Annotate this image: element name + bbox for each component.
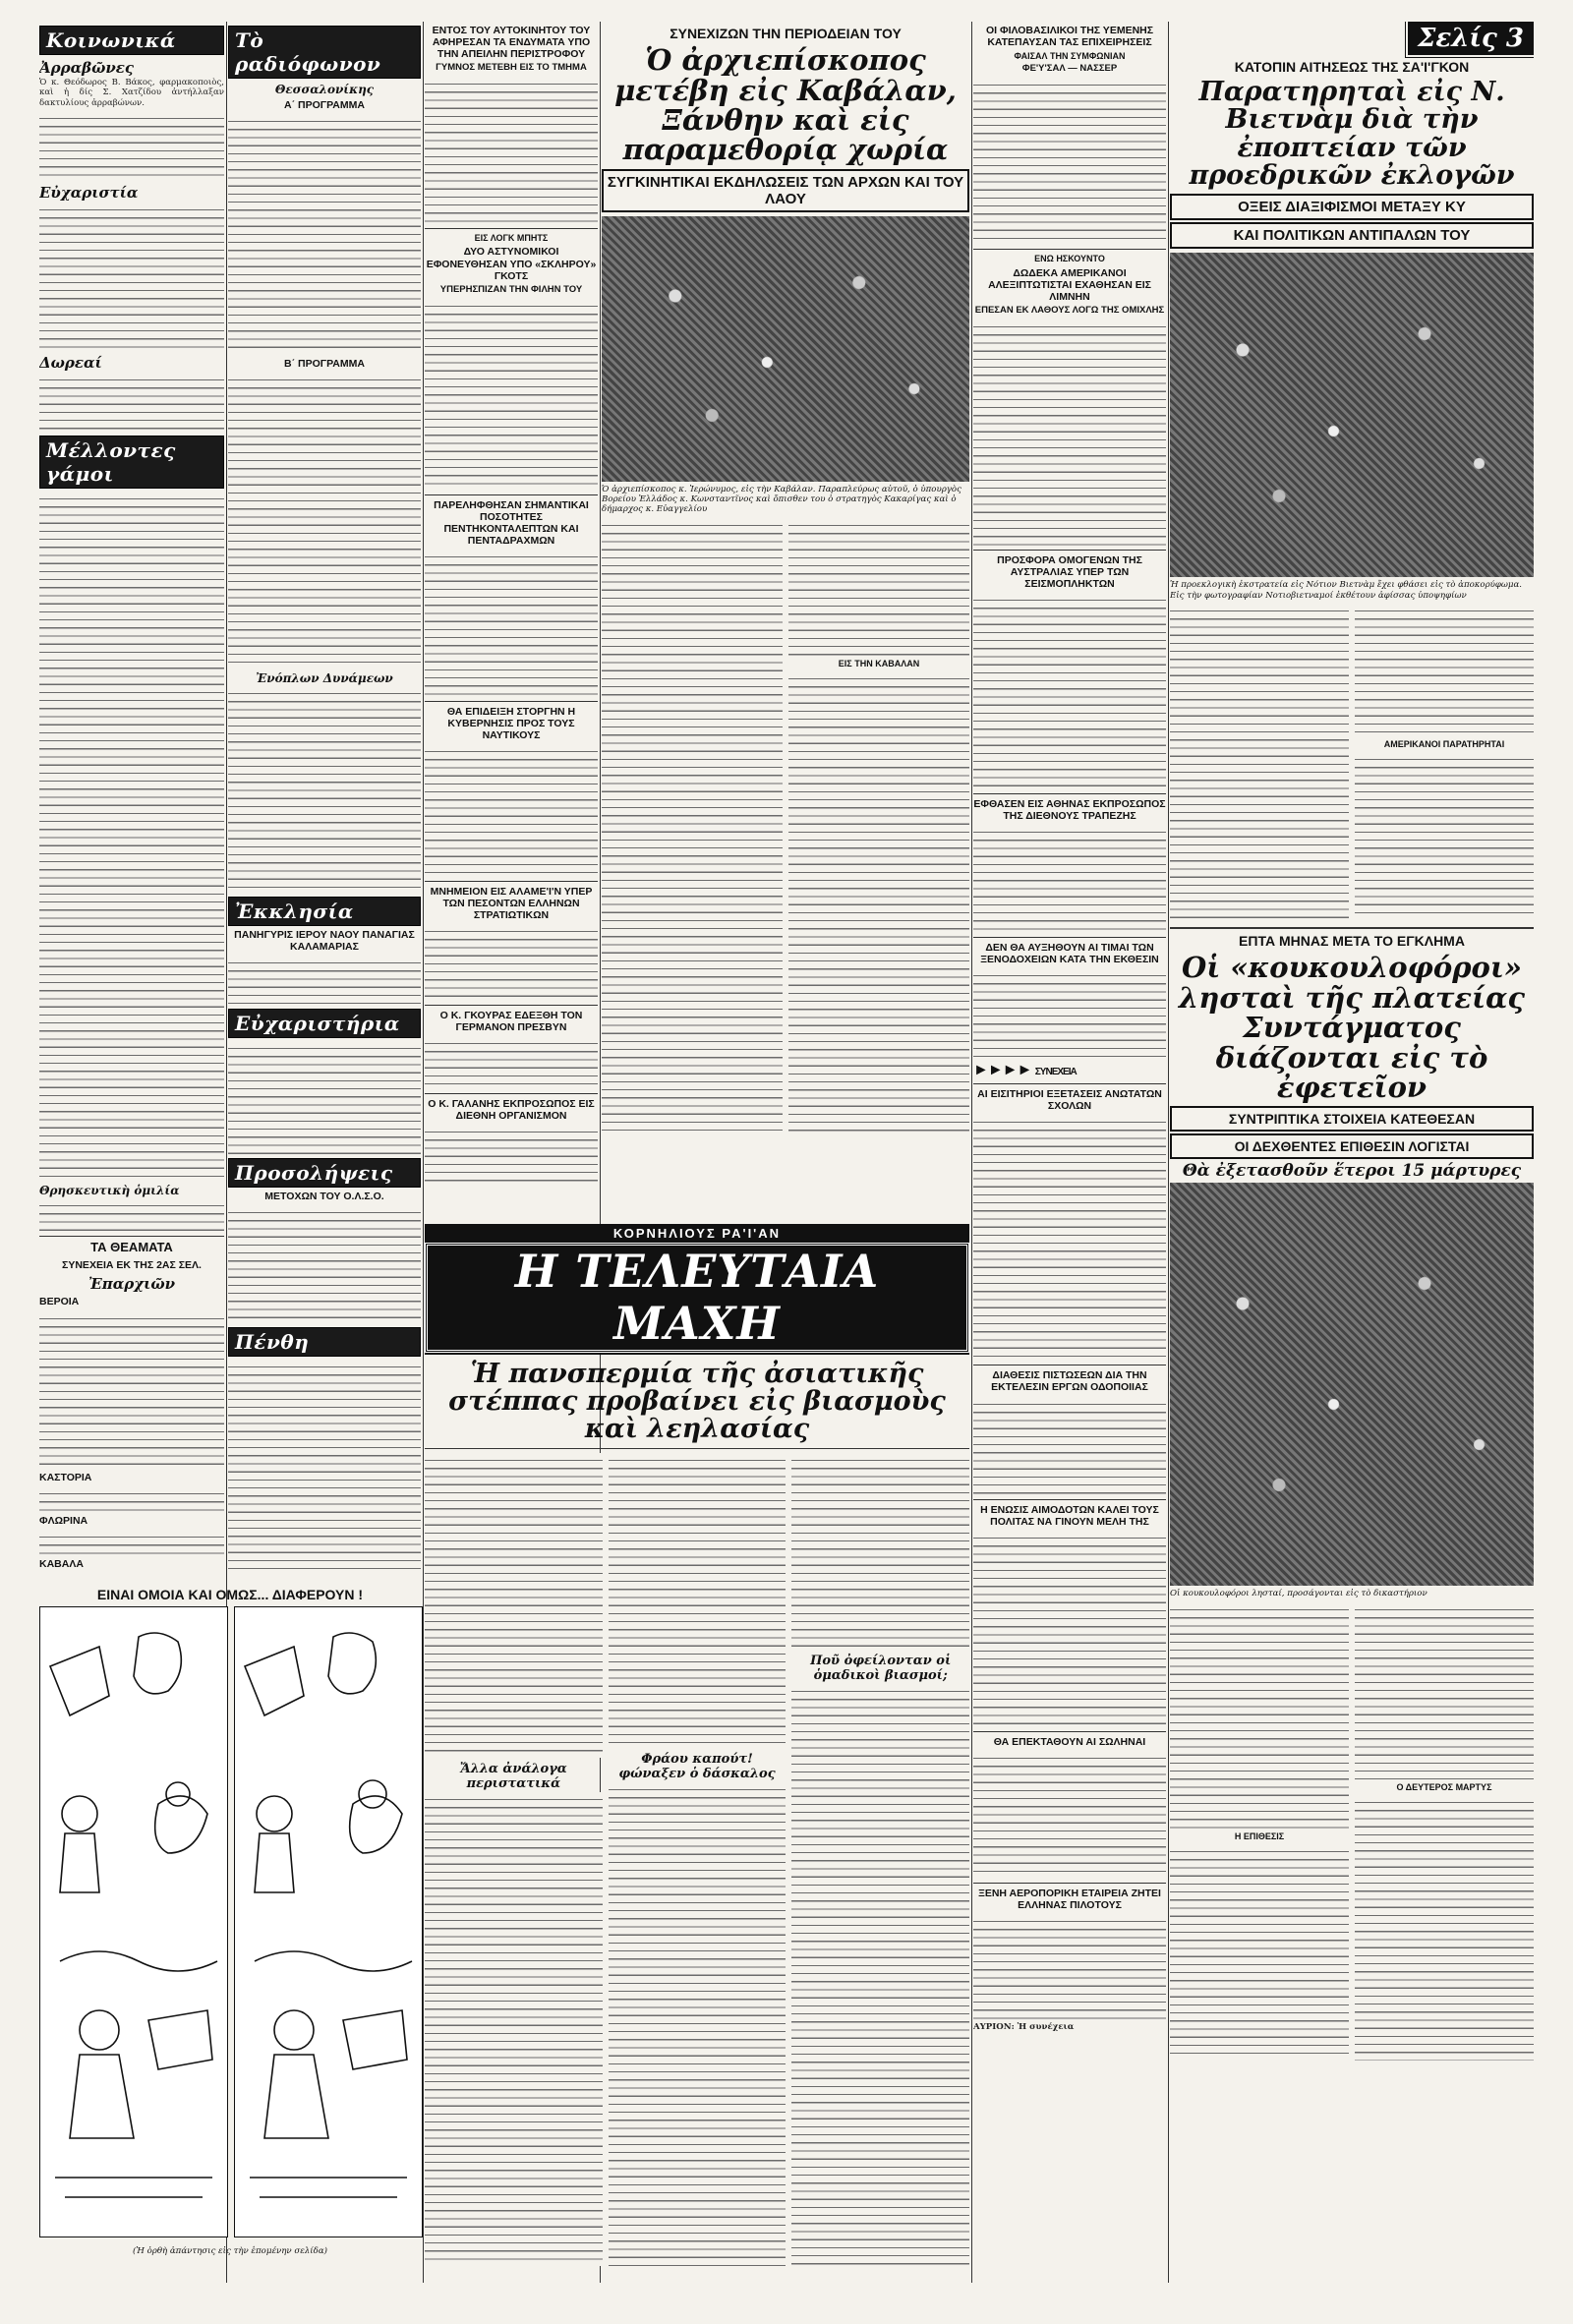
article-sub: ΦΕ'Υ'ΣΑΛ — ΝΑΣΣΕΡ <box>1021 63 1118 75</box>
text-block <box>973 1914 1166 2022</box>
cartoon-panel <box>39 1583 421 2271</box>
cartoon-frame-left <box>39 1606 228 2237</box>
continue-arrows: ►►►► ΣΥΝΕΧΕΙΑ <box>973 1062 1077 1079</box>
column-rule <box>1168 22 1169 2283</box>
text-block <box>228 686 421 893</box>
article-title: ΔΕΝ ΘΑ ΑΥΞΗΘΟΥΝ ΑΙ ΤΙΜΑΙ ΤΩΝ ΞΕΝΟΔΟΧΕΙΩΝ ΚΑΤΑ ΤΗΝ ΕΚΘΕΣΙΝ <box>980 942 1159 966</box>
archbishop-story <box>602 22 969 1211</box>
text-block <box>228 1360 421 1575</box>
article-title: ΔΩΔΕΚΑ ΑΜΕΡΙΚΑΝΟΙ ΑΛΕΞΙΠΤΩΤΙΣΤΑΙ ΕΧΑΘΗΣΑΝ ΕΙΣ ΛΙΜΝΗΝ <box>988 266 1151 303</box>
social-column <box>39 22 224 1575</box>
column-rule <box>423 22 424 2283</box>
article-title: ΕΦΘΑΣΕΝ ΕΙΣ ΑΘΗΝΑΣ ΕΚΠΡΟΣΩΠΟΣ ΤΗΣ ΔΙΕΘΝΟΥΣ ΤΡΑΠΕΖΗΣ <box>973 798 1166 823</box>
serial-title: Η ΤΕΛΕΥΤΑΙΑ ΜΑΧΗ <box>425 1243 969 1353</box>
text-block <box>228 956 421 1005</box>
procession-photo <box>602 216 969 482</box>
text-block <box>228 114 421 355</box>
story-deck: ΚΑΙ ΠΟΛΙΤΙΚΩΝ ΑΝΤΙΠΑΛΩΝ ΤΟΥ <box>1170 222 1534 249</box>
text-block <box>425 299 598 491</box>
mourning-header: Πένθη <box>228 1327 421 1357</box>
article-title: Ο Κ. ΓΑΛΑΝΗΣ ΕΚΠΡΟΣΩΠΟΣ ΕΙΣ ΔΙΕΘΝΗ ΟΡΓΑΝΙΣΜΟΝ <box>428 1098 595 1123</box>
text-block <box>973 320 1166 546</box>
text-block <box>39 1311 224 1469</box>
news-column-5 <box>973 22 1166 2263</box>
article-sub: ΓΥΜΝΟΣ ΜΕΤΕΒΗ ΕΙΣ ΤΟ ΤΜΗΜΑ <box>436 62 587 74</box>
text-block <box>1355 752 1534 919</box>
text-block <box>791 1453 969 1650</box>
column-rule <box>971 22 972 2283</box>
photo-caption: Ἡ προεκλογικὴ ἐκστρατεία εἰς Νότιον Βιετνὰμ ἔχει φθάσει εἰς τὸ ἀποκορύφωμα. Εἰς τὴν φωτογραφίαν Νοτιοβιετναμοί ἐκθέτουν ἀφίσσας ὑποψηφίων <box>1170 580 1523 601</box>
text-block <box>973 1397 1166 1495</box>
crime-deck: ΟΙ ΔΕΧΘΕΝΤΕΣ ΕΠΙΘΕΣΙΝ ΛΟΓΙΣΤΑΙ <box>1170 1133 1534 1159</box>
serial-story <box>425 1224 969 2266</box>
serial-headline: Ἡ πανσπερμία τῆς ἀσιατικῆς στέππας προβαίνει εἰς βιασμοὺς καὶ λεηλασίας <box>448 1358 946 1445</box>
text-block <box>228 373 421 668</box>
text-block <box>39 1573 224 1575</box>
vietnam-photo <box>1170 253 1534 577</box>
article-kicker: ΦΑΙΣΑΛ ΤΗΝ ΣΥΜΦΩΝΙΑΝ <box>1014 51 1126 62</box>
court-photo <box>1170 1183 1534 1586</box>
text-block <box>609 1453 786 1748</box>
article-sub: ΕΠΕΣΑΝ ΕΚ ΛΑΘΟΥΣ ΛΟΓΩ ΤΗΣ ΟΜΙΧΛΗΣ <box>974 304 1165 316</box>
article-title: Η ΕΝΩΣΙΣ ΑΙΜΟΔΟΤΩΝ ΚΑΛΕΙ ΤΟΥΣ ΠΟΛΙΤΑΣ ΝΑ ΓΙΝΟΥΝ ΜΕΛΗ ΤΗΣ <box>980 1503 1159 1528</box>
text-block <box>788 518 969 656</box>
text-block <box>602 518 783 1137</box>
serial-subhead: Φράου καπούτ! φώναξεν ὁ δάσκαλος <box>618 1751 776 1781</box>
story-headline: Παρατηρηταὶ εἰς Ν. Βιετνὰμ διὰ τὴν ἐποπτείαν τῶν προεδρικῶν ἐκλογῶν <box>1189 77 1515 192</box>
text-block <box>1355 604 1534 736</box>
text-block <box>39 373 224 432</box>
church-header: Ἐκκλησία <box>228 897 421 926</box>
town-label: ΚΑΒΑΛΑ <box>39 1557 84 1570</box>
serial-kicker: ΚΟΡΝΗΛΙΟΥΣ ΡΑ'Ι'ΑΝ <box>425 1224 969 1243</box>
page-number: 3 <box>1505 24 1524 53</box>
text-block <box>1355 1602 1534 1779</box>
article-title: Ο Κ. ΓΚΟΥΡΑΣ ΕΔΕΞΘΗ ΤΟΝ ΓΕΡΜΑΝΟΝ ΠΡΕΣΒΥΝ <box>439 1010 583 1034</box>
program-b-title: Β΄ ΠΡΟΓΡΑΜΜΑ <box>284 358 365 371</box>
photo-caption: Ὁ ἀρχιεπίσκοπος κ. Ἱερώνυμος, εἰς τὴν Καβάλαν. Παραπλεύρως αὐτοῦ, ὁ ὑπουργὸς Βορείου Ἑλλάδος κ. Κωνσταντῖνος καὶ ὄπισθεν του ὁ στρατηγὸς Κακαρίγας καὶ ὁ δήμαρχος κ. Εὐαγγελίου <box>602 484 961 515</box>
text-block <box>973 78 1166 245</box>
radio-header: Τὸ ραδιόφωνον <box>228 26 421 79</box>
text-block <box>228 1041 421 1154</box>
article-sub: Η ΕΠΙΘΕΣΙΣ <box>1234 1830 1285 1841</box>
weddings-header: Μέλλοντες γάμοι <box>39 436 224 489</box>
article-title: ΟΙ ΦΙΛΟΒΑΣΙΛΙΚΟΙ ΤΗΣ ΥΕΜΕΝΗΣ ΚΑΤΕΠΑΥΣΑΝ ΤΑΣ ΕΠΙΧΕΙΡΗΣΕΙΣ <box>985 25 1154 49</box>
text-block <box>425 1125 598 1184</box>
article-sub: Ο ΔΕΥΤΕΡΟΣ ΜΑΡΤΥΣ <box>1396 1781 1492 1792</box>
ceremony-title: Θρησκευτικὴ ὁμιλία <box>39 1184 180 1198</box>
town-label: ΦΛΩΡΙΝΑ <box>39 1514 88 1527</box>
text-block <box>39 203 224 350</box>
crime-headline: Οἱ «κουκουλοφόροι» λησταὶ τῆς πλατείας Συντάγματος διάζονται εἰς τὸ ἐφετεῖον <box>1178 951 1526 1104</box>
story-kicker: ΣΥΝΕΧΙΖΩΝ ΤΗΝ ΠΕΡΙΟΔΕΙΑΝ ΤΟΥ <box>670 26 902 41</box>
engagements-lead: Ὁ κ. Θεόδωρος Β. Βάκος, φαρμακοποιὸς, καὶ ἡ δίς Σ. Χατζίδου ἀντήλλαξαν δακτυλίους ἀρραβώνων. <box>39 78 224 108</box>
text-block <box>228 1205 421 1323</box>
town-label: ΚΑΣΤΟΡΙΑ <box>39 1471 92 1483</box>
article-title: ΞΕΝΗ ΑΕΡΟΠΟΡΙΚΗ ΕΤΑΙΡΕΙΑ ΖΗΤΕΙ ΕΛΛΗΝΑΣ ΠΙΛΟΤΟΥΣ <box>978 1887 1161 1911</box>
article-sub: ΥΠΕΡΗΣΠΙΖΑΝ ΤΗΝ ΦΙΛΗΝ ΤΟΥ <box>439 283 583 295</box>
continue-label: ΣΥΝΕΧΕΙΑ <box>1034 1067 1077 1078</box>
page-number-box <box>1170 22 1534 55</box>
text-block <box>425 550 598 697</box>
tomorrow-note: ΑΥΡΙΟΝ: Ἡ συνέχεια <box>973 2021 1075 2032</box>
text-block <box>1170 1602 1349 1829</box>
text-block <box>39 1198 224 1232</box>
social-header: Κοινωνικά <box>39 26 224 55</box>
radio-column <box>228 22 421 1575</box>
text-block <box>973 1531 1166 1727</box>
engagements-title: Ἀρραβῶνες <box>39 59 135 77</box>
cartoon-footer: (Ἡ ὀρθὴ ἀπάντησις εἰς τὴν ἑπομένην σελίδα) <box>132 2246 328 2256</box>
program-a-title: Α΄ ΠΡΟΓΡΑΜΜΑ <box>284 99 365 111</box>
text-block <box>39 1486 224 1512</box>
crime-deck: Θὰ ἐξετασθοῦν ἕτεροι 15 μάρτυρες <box>1182 1161 1522 1182</box>
story-kicker: ΚΑΤΟΠΙΝ ΑΙΤΗΣΕΩΣ ΤΗΣ ΣΑ'Ι'ΓΚΟΝ <box>1234 59 1470 75</box>
serial-subhead: Ἄλλα ἀνάλογα περιστατικά <box>459 1761 567 1791</box>
text-block <box>39 111 224 180</box>
church-sub: ΠΑΝΗΓΥΡΙΣ ΙΕΡΟΥ ΝΑΟΥ ΠΑΝΑΓΙΑΣ ΚΑΛΑΜΑΡΙΑΣ <box>234 929 415 954</box>
article-title: ΔΥΟ ΑΣΤΥΝΟΜΙΚΟΙ ΕΦΟΝΕΥΘΗΣΑΝ ΥΠΟ «ΣΚΛΗΡΟΥ» ΓΚΟΤΣ <box>426 246 597 282</box>
news-column-3 <box>425 22 598 1241</box>
crime-kicker: ΕΠΤΑ ΜΗΝΑΣ ΜΕΤΑ ΤΟ ΕΓΚΛΗΜΑ <box>1239 933 1465 950</box>
article-kicker: ΕΝΩ ΗΣΚΟΥΝΤΟ <box>1034 254 1105 264</box>
article-sub: ΑΜΕΡΙΚΑΝΟΙ ΠΑΡΑΤΗΡΗΤΑΙ <box>1383 739 1505 750</box>
theatres-sub: ΣΥΝΕΧΕΙΑ ΕΚ ΤΗΣ 2ΑΣ ΣΕΛ. <box>62 1259 202 1272</box>
article-title: ΠΡΟΣΦΟΡΑ ΟΜΟΓΕΝΩΝ ΤΗΣ ΑΥΣΤΡΑΛΙΑΣ ΥΠΕΡ ΤΩΝ ΣΕΙΣΜΟΠΛΗΚΤΩΝ <box>997 553 1142 590</box>
notices-sub: ΜΕΤΟΧΩΝ ΤΟΥ Ο.Λ.Σ.Ο. <box>264 1191 384 1203</box>
text-block <box>425 744 598 877</box>
cartoon-title: ΕΙΝΑΙ ΟΜΟΙΑ ΚΑΙ ΟΜΩΣ... ΔΙΑΦΕΡΟΥΝ ! <box>96 1587 364 1602</box>
article-title: ΕΝΤΟΣ ΤΟΥ ΑΥΤΟΚΙΝΗΤΟΥ ΤΟΥ ΑΦΗΡΕΣΑΝ ΤΑ ΕΝΔΥΜΑΤΑ ΥΠΟ ΤΗΝ ΑΠΕΙΛΗΝ ΠΕΡΙΣΤΡΟΦΟΥ <box>432 25 591 61</box>
text-block <box>788 671 969 1133</box>
article-title: ΑΙ ΕΙΣΙΤΗΡΙΟΙ ΕΞΕΤΑΣΕΙΣ ΑΝΩΤΑΤΩΝ ΣΧΟΛΩΝ <box>977 1088 1162 1113</box>
births-title: Εὐχαριστία <box>39 184 139 203</box>
text-block <box>973 968 1166 1062</box>
theatres-title: ΤΑ ΘΕΑΜΑΤΑ <box>90 1240 173 1255</box>
text-block <box>973 825 1166 933</box>
text-block <box>791 1684 969 2266</box>
story-deck: ΟΞΕΙΣ ΔΙΑΞΙΦΙΣΜΟΙ ΜΕΤΑΞΥ ΚΥ <box>1170 194 1534 220</box>
text-block <box>425 77 598 224</box>
text-block <box>425 1453 603 1758</box>
town-label: ΒΕΡΟΙΑ <box>39 1296 80 1308</box>
vietnam-story <box>1170 22 1534 2273</box>
story-headline: Ὁ ἀρχιεπίσκοπος μετέβη εἰς Καβάλαν, Ξάνθην καὶ εἰς παραμεθορίᾳ χωρία <box>614 43 957 167</box>
article-kicker: ΕΙΣ ΛΟΓΚ ΜΠΗΤΣ <box>474 233 549 244</box>
article-title: ΘΑ ΕΠΙΔΕΙΞΗ ΣΤΟΡΓΗΝ Η ΚΥΒΕΡΝΗΣΙΣ ΠΡΟΣ ΤΟΥΣ ΝΑΥΤΙΚΟΥΣ <box>446 705 576 741</box>
page-label: Σελίς <box>1418 24 1497 53</box>
armed-forces-sub: Ἐνόπλων Δυνάμεων <box>256 671 393 686</box>
serial-subhead: Ποῦ ὀφείλονταν οἱ ὁμαδικοὶ βιασμοί; <box>810 1653 952 1683</box>
article-title: ΜΝΗΜΕΙΟΝ ΕΙΣ ΑΛΑΜΕ'Ι'Ν ΥΠΕΡ ΤΩΝ ΠΕΣΟΝΤΩΝ ΕΛΛΗΝΩΝ ΣΤΡΑΤΙΩΤΙΚΩΝ <box>430 886 593 922</box>
province-title: Ἐπαρχιῶν <box>87 1275 176 1294</box>
article-title: ΠΑΡΕΛΗΦΘΗΣΑΝ ΣΗΜΑΝΤΙΚΑΙ ΠΟΣΟΤΗΤΕΣ ΠΕΝΤΗΚΟΝΤΑΛΕΠΤΩΝ ΚΑΙ ΠΕΝΤΑΔΡΑΧΜΩΝ <box>434 498 589 547</box>
text-block <box>39 492 224 1180</box>
text-block <box>1170 1844 1349 2061</box>
text-block <box>39 1530 224 1555</box>
text-block <box>973 593 1166 789</box>
text-block <box>425 1036 598 1089</box>
text-block <box>973 1115 1166 1361</box>
notices-header: Προσολήψεις <box>228 1158 421 1188</box>
article-sub: ΕΙΣ ΤΗΝ ΚΑΒΑΛΑΝ <box>838 658 920 668</box>
text-block <box>609 1782 786 2266</box>
story-deck: ΣΥΓΚΙΝΗΤΙΚΑΙ ΕΚΔΗΛΩΣΕΙΣ ΤΩΝ ΑΡΧΩΝ ΚΑΙ ΤΟΥ ΛΑΟΥ <box>602 169 969 212</box>
photo-caption: Οἱ κουκουλοφόροι λησταί, προσάγονται εἰς τὸ δικαστήριον <box>1170 1589 1427 1599</box>
text-block <box>425 1792 603 2266</box>
radio-sub: Θεσσαλονίκης <box>274 83 375 96</box>
text-block <box>425 924 598 1001</box>
article-title: ΔΙΑΘΕΣΙΣ ΠΙΣΤΩΣΕΩΝ ΔΙΑ ΤΗΝ ΕΚΤΕΛΕΣΙΝ ΕΡΓΩΝ ΟΔΟΠΟΙΙΑΣ <box>991 1369 1148 1394</box>
text-block <box>973 1751 1166 1879</box>
thanks-header: Εὐχαριστήρια <box>228 1009 421 1038</box>
text-block <box>1355 1795 1534 2061</box>
gifts-title: Δωρεαί <box>39 354 102 373</box>
article-title: ΘΑ ΕΠΕΚΤΑΘΟΥΝ ΑΙ ΣΩΛΗΝΑΙ <box>993 1735 1146 1748</box>
text-block <box>1170 604 1349 923</box>
crime-deck: ΣΥΝΤΡΙΠΤΙΚΑ ΣΤΟΙΧΕΙΑ ΚΑΤΕΘΕΣΑΝ <box>1170 1106 1534 1132</box>
cartoon-frame-right <box>234 1606 423 2237</box>
